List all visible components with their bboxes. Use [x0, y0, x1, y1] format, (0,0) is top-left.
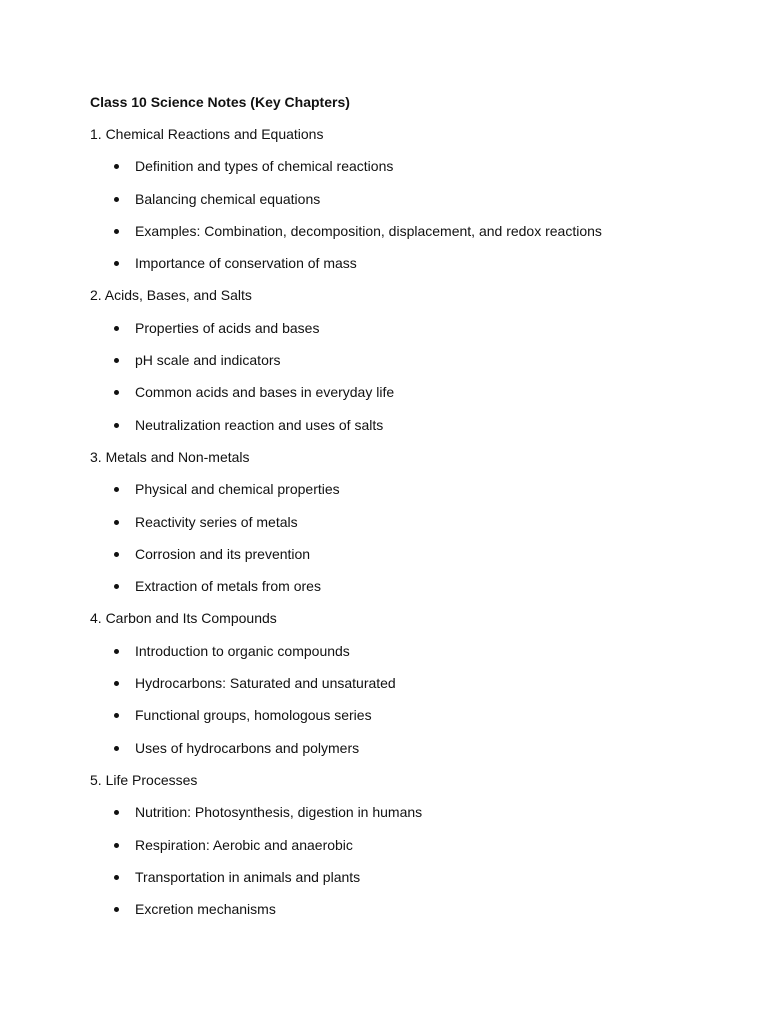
list-item — [90, 899, 690, 919]
bullet-list — [90, 318, 690, 435]
list-item — [90, 512, 690, 532]
list-item-text: Extraction of metals from ores — [135, 578, 321, 595]
list-item-text: Balancing chemical equations — [135, 190, 321, 207]
section-heading: 2. Acids, Bases, and Salts — [90, 287, 252, 304]
list-item — [90, 156, 690, 176]
bullet-icon — [114, 326, 119, 331]
bullet-icon — [114, 843, 119, 848]
section-life-processes — [90, 770, 690, 919]
list-item — [90, 479, 690, 499]
bullet-icon — [114, 197, 119, 202]
list-item — [90, 673, 690, 693]
list-item-text: Reactivity series of metals — [135, 513, 298, 530]
list-item-text: Functional groups, homologous series — [135, 707, 372, 724]
list-item — [90, 738, 690, 758]
section-acids-bases-salts — [90, 285, 690, 434]
list-item-text: pH scale and indicators — [135, 352, 281, 369]
list-item — [90, 867, 690, 887]
list-item — [90, 253, 690, 273]
bullet-icon — [114, 487, 119, 492]
list-item-text: Hydrocarbons: Saturated and unsaturated — [135, 675, 396, 692]
list-item-text: Uses of hydrocarbons and polymers — [135, 739, 360, 756]
bullet-icon — [114, 584, 119, 589]
list-item-text: Nutrition: Photosynthesis, digestion in humans — [135, 804, 423, 821]
list-item-text: Importance of conservation of mass — [135, 255, 357, 272]
bullet-icon — [114, 649, 119, 654]
bullet-icon — [114, 552, 119, 557]
bullet-icon — [114, 907, 119, 912]
bullet-list — [90, 156, 690, 273]
list-item-text: Properties of acids and bases — [135, 319, 320, 336]
document-body — [90, 92, 690, 931]
bullet-icon — [114, 164, 119, 169]
list-item-text: Examples: Combination, decomposition, displacement, and redox reactions — [135, 222, 602, 239]
list-item — [90, 705, 690, 725]
bullet-list — [90, 641, 690, 758]
list-item — [90, 415, 690, 435]
bullet-icon — [114, 229, 119, 234]
bullet-icon — [114, 423, 119, 428]
list-item-text: Physical and chemical properties — [135, 481, 340, 498]
list-item-text: Definition and types of chemical reactions — [135, 158, 394, 175]
section-heading: 5. Life Processes — [90, 771, 198, 788]
list-item — [90, 544, 690, 564]
bullet-list — [90, 479, 690, 596]
list-item — [90, 835, 690, 855]
list-item-text: Transportation in animals and plants — [135, 868, 361, 885]
list-item — [90, 382, 690, 402]
list-item-text: Introduction to organic compounds — [135, 642, 350, 659]
list-item — [90, 350, 690, 370]
list-item — [90, 318, 690, 338]
list-item-text: Respiration: Aerobic and anaerobic — [135, 836, 353, 853]
bullet-icon — [114, 390, 119, 395]
document-title: Class 10 Science Notes (Key Chapters) — [90, 94, 350, 110]
list-item — [90, 641, 690, 661]
list-item-text: Common acids and bases in everyday life — [135, 384, 395, 401]
bullet-icon — [114, 520, 119, 525]
list-item-text: Corrosion and its prevention — [135, 545, 311, 562]
list-item — [90, 576, 690, 596]
bullet-icon — [114, 875, 119, 880]
list-item-text: Excretion mechanisms — [135, 901, 276, 918]
bullet-icon — [114, 358, 119, 363]
bullet-icon — [114, 810, 119, 815]
section-heading: 4. Carbon and Its Compounds — [90, 610, 277, 627]
list-item — [90, 221, 690, 241]
list-item — [90, 802, 690, 822]
list-item-text: Neutralization reaction and uses of salts — [135, 416, 384, 433]
bullet-icon — [114, 681, 119, 686]
section-heading: 3. Metals and Non-metals — [90, 448, 250, 465]
bullet-icon — [114, 261, 119, 266]
bullet-icon — [114, 713, 119, 718]
section-carbon-compounds — [90, 608, 690, 757]
section-chemical-reactions — [90, 124, 690, 273]
bullet-icon — [114, 746, 119, 751]
list-item — [90, 189, 690, 209]
section-heading: 1. Chemical Reactions and Equations — [90, 126, 324, 142]
bullet-list — [90, 802, 690, 919]
section-metals-non-metals — [90, 447, 690, 596]
